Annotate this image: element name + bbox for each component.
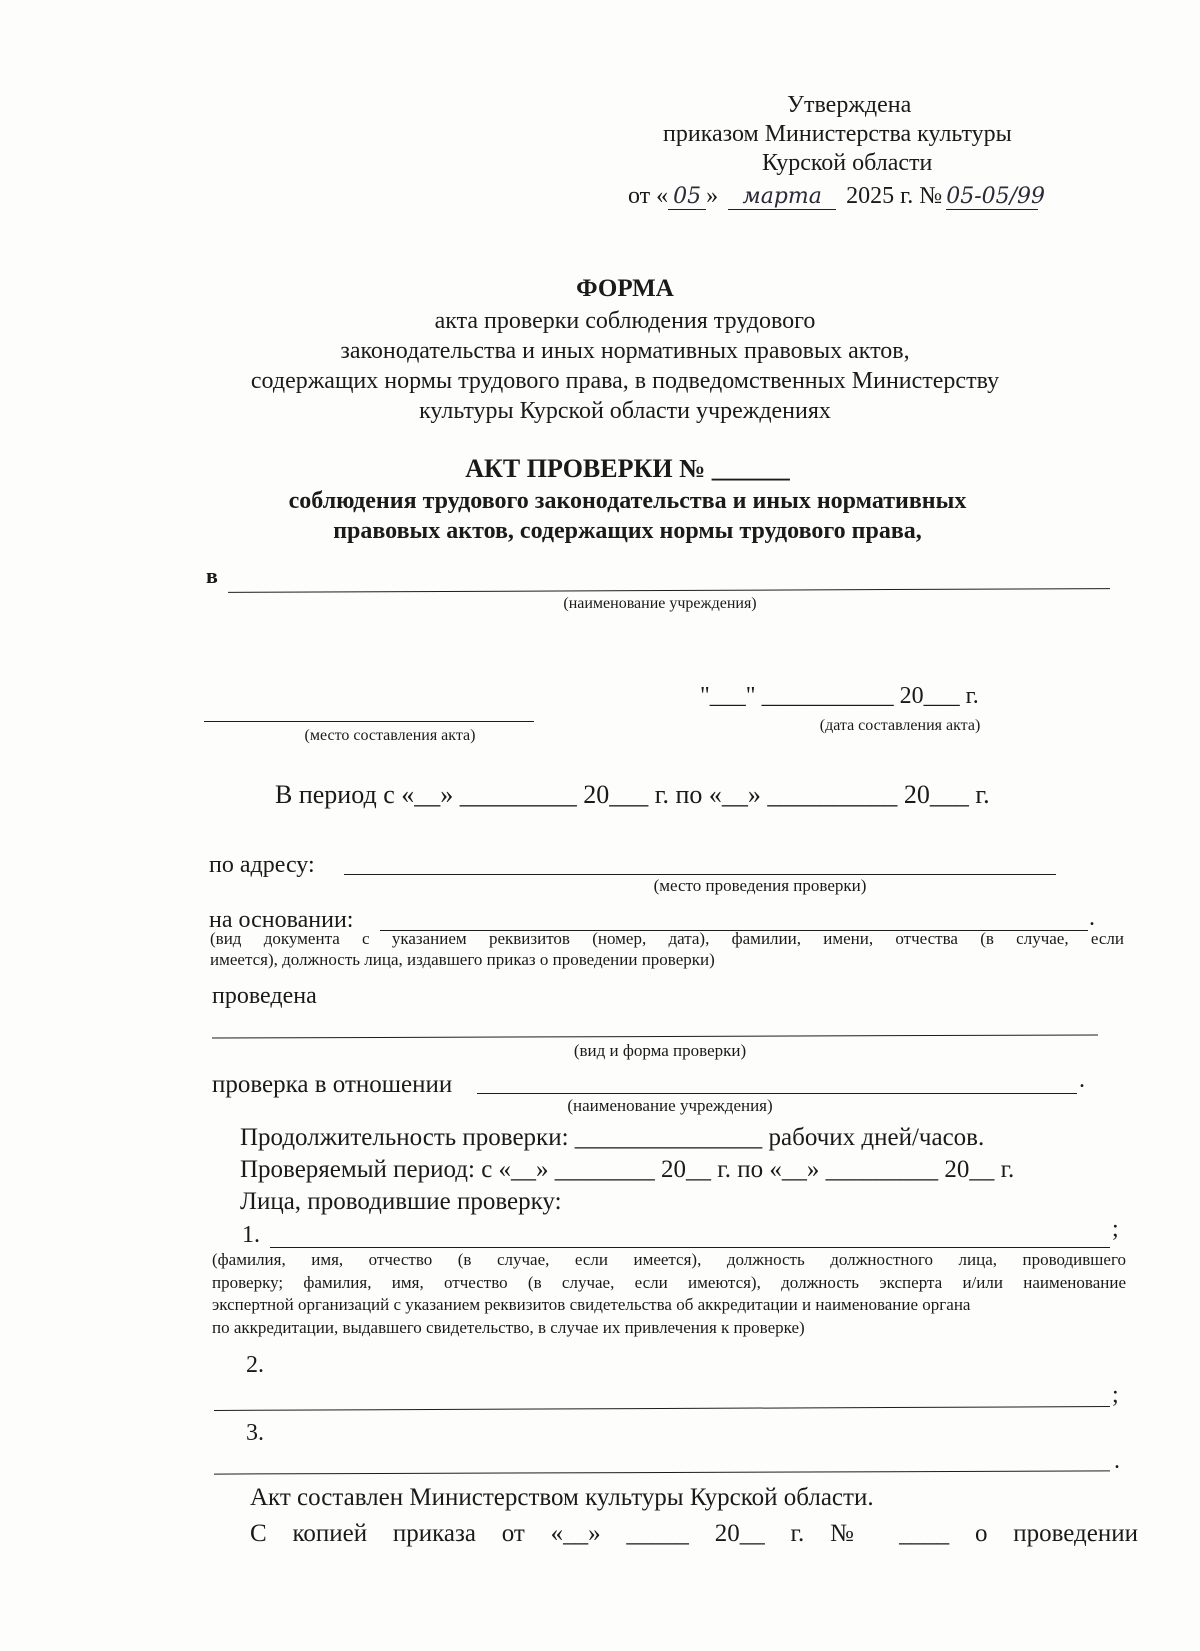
basis-label: на основании: (209, 907, 354, 933)
inspection-of-line (477, 1093, 1077, 1094)
item-2-number: 2. (246, 1352, 264, 1378)
from-prefix: от « (628, 183, 669, 209)
act-subtitle-1: соблюдения трудового законодательства и иных нормативных (288, 488, 967, 514)
persons-label: Лица, проводившие проверку: (240, 1188, 562, 1215)
item-2-line (214, 1406, 1110, 1411)
basis-end: . (1089, 905, 1095, 931)
item-3-line (214, 1470, 1110, 1474)
copy-line: С копией приказа от «__» _____ 20__ г. № ____ о проведении (250, 1520, 1138, 1547)
form-line-2: законодательства и иных нормативных правовых актов, (340, 338, 910, 364)
duration-line: Продолжительность проверки: _______________ рабочих дней/часов. (240, 1124, 985, 1151)
institution-hint: (наименование учреждения) (563, 595, 757, 612)
item-1-semicolon: ; (1112, 1216, 1119, 1242)
persons-hint-4: по аккредитации, выдавшего свидетельство, в случае их привлечения к проверке) (212, 1318, 805, 1337)
persons-hint-2: проверку; фамилия, имя, отчество (в случае, если имеются), должность эксперта и/или наименование (212, 1273, 1126, 1292)
conducted-label: проведена (212, 983, 317, 1009)
conducted-line (212, 1034, 1098, 1038)
checked-period-line: Проверяемый период: с «__» ________ 20__ г. по «__» _________ 20__ г. (240, 1156, 1015, 1183)
type-hint: (вид и форма проверки) (573, 1041, 747, 1060)
item-2-semicolon: ; (1112, 1382, 1119, 1408)
act-subtitle-2: правовых актов, содержащих нормы трудового права, (333, 518, 922, 544)
persons-hint-3: экспертной организаций с указанием реквизитов свидетельства об аккредитации и наименование органа (212, 1295, 971, 1314)
item-3-number: 3. (246, 1420, 264, 1446)
item-3-period: . (1114, 1448, 1120, 1474)
handwritten-day: 05 (668, 184, 706, 210)
basis-hint-2: имеется), должность лица, издавшего приказ о проведении проверки) (210, 950, 715, 969)
approval-approved: Утверждена (787, 92, 912, 118)
approval-year: 2025 г. № (846, 183, 943, 209)
address-line (344, 874, 1056, 875)
address-hint: (место проведения проверки) (653, 876, 867, 895)
persons-hint-1: (фамилия, имя, отчество (в случае, если имеется), должность должностного лица, проводившего (212, 1250, 1126, 1269)
approval-date-line (628, 183, 1046, 210)
form-title: ФОРМА (576, 275, 674, 302)
approval-by-order: приказом Министерства культуры (663, 121, 1012, 147)
quote-close: » (706, 183, 719, 209)
form-line-3: содержащих нормы трудового права, в подведомственных Министерству (250, 368, 1000, 394)
place-hint: (место составления акта) (304, 727, 476, 744)
act-title: АКТ ПРОВЕРКИ № ______ (465, 454, 790, 483)
approval-region: Курской области (762, 150, 933, 176)
item-1-line (270, 1247, 1110, 1248)
date-line: "___" ___________ 20___ г. (700, 683, 979, 709)
item-1-number: 1. (242, 1222, 260, 1248)
place-line (204, 721, 534, 722)
handwritten-number: 05-05/99 (946, 184, 1046, 209)
form-line-4: культуры Курской области учреждениях (419, 398, 831, 424)
period-line: В период с «__» _________ 20___ г. по «__» __________ 20___ г. (275, 780, 990, 809)
address-label: по адресу: (209, 852, 315, 878)
form-line-1: акта проверки соблюдения трудового (434, 308, 816, 334)
institution-hint-2: (наименование учреждения) (567, 1096, 773, 1115)
inspection-of-label: проверка в отношении (212, 1071, 453, 1098)
composed-by: Акт составлен Министерством культуры Курской области. (250, 1484, 874, 1511)
in-prefix: в (206, 563, 218, 588)
inspection-end: . (1079, 1067, 1085, 1093)
basis-hint-1: (вид документа с указанием реквизитов (номер, дата), фамилии, имени, отчества (в случае, если (210, 929, 1124, 948)
handwritten-month: марта (728, 184, 836, 210)
date-hint: (дата составления акта) (819, 717, 981, 734)
institution-line (228, 588, 1110, 593)
